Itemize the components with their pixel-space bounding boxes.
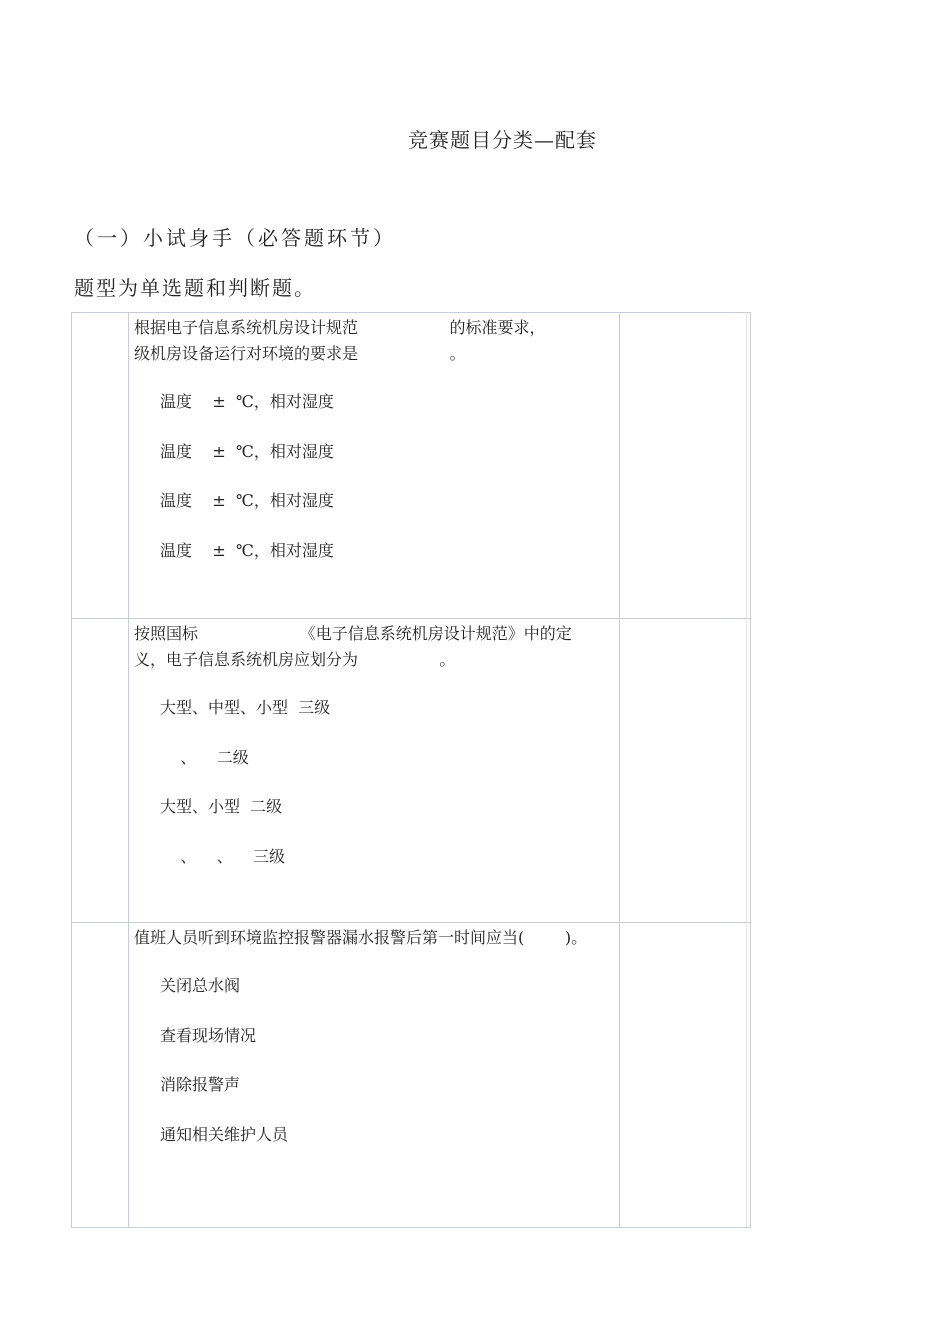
option-d: 温度 ± ℃，相对湿度 <box>160 540 334 560</box>
option-c: 消除报警声 <box>160 1075 241 1094</box>
option-list <box>134 973 617 1148</box>
document-title: 竞赛题目分类—配套 <box>408 128 597 152</box>
question-row <box>72 619 750 923</box>
question-stem-line: 级机房设备运行对环境的要求是 。 <box>134 344 466 363</box>
option-b: 查看现场情况 <box>160 1025 257 1045</box>
option-c: 大型、小型 二级 <box>160 797 283 816</box>
option-b: 、 二级 <box>160 747 249 767</box>
intro-text: 题型为单选题和判断题。 <box>74 276 316 300</box>
option-d: 、 、 三级 <box>160 846 286 866</box>
answer-cell <box>620 313 750 618</box>
answer-cell <box>620 923 750 1227</box>
option-a: 大型、中型、小型 三级 <box>160 698 331 717</box>
answer-cell <box>620 619 750 922</box>
question-stem-line: 根据电子信息系统机房设计规范 的标准要求， <box>134 318 546 337</box>
question-table <box>71 312 751 1228</box>
question-row <box>72 923 750 1227</box>
question-row <box>72 313 750 619</box>
option-c: 温度 ± ℃，相对湿度 <box>160 491 334 510</box>
question-cell <box>129 313 620 618</box>
option-d: 通知相关维护人员 <box>160 1124 289 1144</box>
option-list <box>134 389 617 564</box>
question-stem-line: 值班人员听到环境监控报警器漏水报警后第一时间应当( )。 <box>134 928 588 947</box>
question-number-cell <box>72 923 129 1227</box>
question-cell <box>129 619 620 922</box>
question-number-cell <box>72 313 129 618</box>
section-heading: （一）小试身手（必答题环节） <box>74 226 396 250</box>
question-cell <box>129 923 620 1227</box>
option-a: 温度 ± ℃，相对湿度 <box>160 392 334 411</box>
option-b: 温度 ± ℃，相对湿度 <box>160 441 334 461</box>
question-stem-line: 按照国标 《电子信息系统机房设计规范》中的定 <box>134 624 572 643</box>
option-list <box>134 695 617 870</box>
option-a: 关闭总水阀 <box>160 976 241 995</box>
question-number-cell <box>72 619 129 922</box>
question-stem-line: 义，电子信息系统机房应划分为 。 <box>134 650 456 669</box>
